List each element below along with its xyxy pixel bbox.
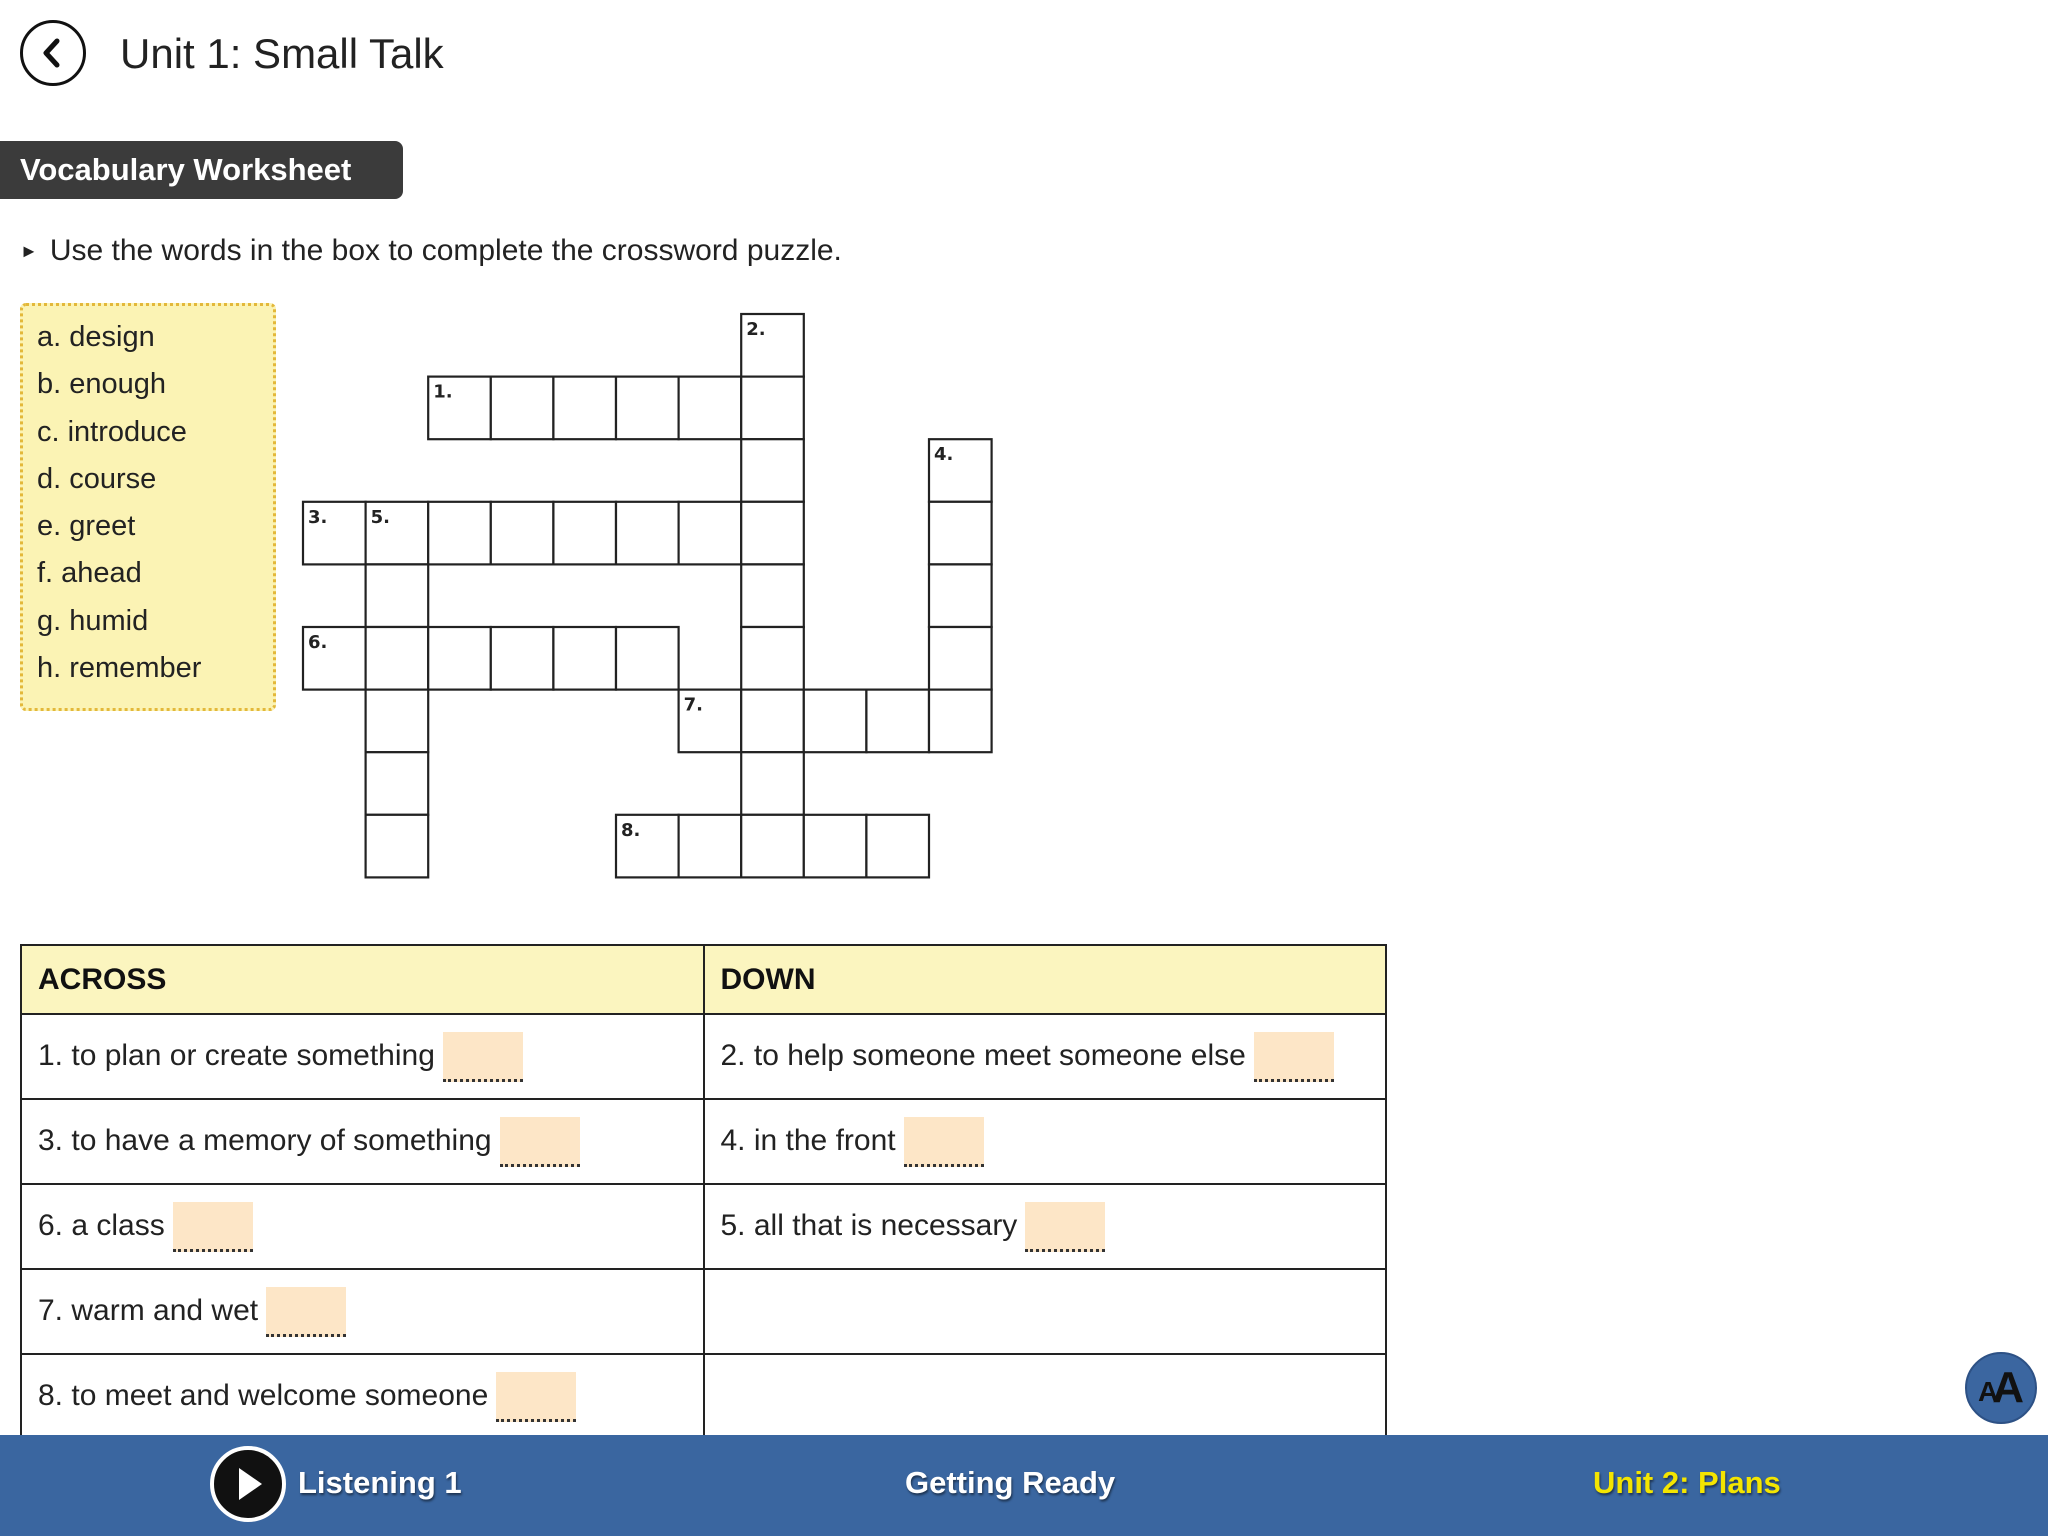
worksheet-tag: Vocabulary Worksheet bbox=[0, 141, 403, 199]
crossword-cell[interactable] bbox=[553, 377, 616, 440]
crossword-cell[interactable] bbox=[366, 690, 429, 753]
across-clue-cell bbox=[21, 1184, 704, 1269]
crossword-cell[interactable] bbox=[741, 815, 804, 878]
crossword-cell[interactable] bbox=[616, 502, 679, 565]
clue-table bbox=[20, 944, 1387, 1440]
crossword-cell[interactable] bbox=[428, 502, 491, 565]
crossword-cell[interactable] bbox=[929, 502, 992, 565]
empty-cell bbox=[704, 1354, 1387, 1439]
crossword-cell[interactable] bbox=[741, 502, 804, 565]
crossword-cell[interactable] bbox=[679, 502, 742, 565]
crossword-cell[interactable] bbox=[679, 377, 742, 440]
answer-field[interactable] bbox=[1254, 1032, 1334, 1082]
crossword-cell[interactable] bbox=[616, 627, 679, 690]
crossword-grid bbox=[0, 0, 1000, 900]
crossword-number: 8. bbox=[621, 819, 641, 841]
crossword-cell[interactable] bbox=[804, 815, 867, 878]
crossword-number: 6. bbox=[308, 632, 328, 653]
crossword-cell[interactable] bbox=[366, 752, 429, 815]
instruction-text: Use the words in the box to complete the crossword puzzle. bbox=[49, 234, 842, 267]
table-row bbox=[21, 1184, 1386, 1269]
crossword-number: 1. bbox=[433, 381, 453, 403]
across-clue: 8. to meet and welcome someone bbox=[38, 1378, 489, 1412]
across-clue: 6. a class bbox=[38, 1208, 165, 1242]
nav-getting-ready[interactable]: Getting Ready bbox=[905, 1465, 1116, 1500]
crossword-cell[interactable] bbox=[741, 564, 804, 627]
crossword-cell[interactable] bbox=[428, 627, 491, 690]
answer-field[interactable] bbox=[496, 1372, 576, 1422]
font-small-letter: A bbox=[1977, 1376, 1999, 1407]
crossword-cell[interactable] bbox=[366, 815, 429, 878]
answer-field[interactable] bbox=[500, 1117, 580, 1167]
crossword-cell[interactable] bbox=[741, 690, 804, 753]
across-clue: 1. to plan or create something bbox=[38, 1038, 435, 1072]
crossword-cell[interactable] bbox=[491, 377, 554, 440]
empty-cell bbox=[704, 1269, 1387, 1354]
crossword-cell[interactable] bbox=[741, 752, 804, 815]
crossword-cell[interactable] bbox=[553, 502, 616, 565]
table-row bbox=[21, 1269, 1386, 1354]
across-clue-cell bbox=[21, 1354, 704, 1439]
page-title: Unit 1: Small Talk bbox=[120, 30, 444, 77]
across-clue-cell bbox=[21, 1269, 704, 1354]
nav-next-unit[interactable]: Unit 2: Plans bbox=[1593, 1465, 1781, 1500]
crossword-number: 3. bbox=[308, 506, 328, 528]
play-button[interactable] bbox=[210, 1446, 286, 1522]
crossword-cell[interactable] bbox=[679, 815, 742, 878]
table-row bbox=[21, 1354, 1386, 1439]
down-clue: 5. all that is necessary bbox=[720, 1208, 1018, 1242]
word-item: h. remember bbox=[37, 652, 202, 685]
table-row bbox=[21, 1014, 1386, 1099]
word-item: b. enough bbox=[37, 368, 167, 401]
crossword-cell[interactable] bbox=[491, 627, 554, 690]
down-clue-cell bbox=[704, 1184, 1387, 1269]
word-item: e. greet bbox=[37, 510, 136, 543]
crossword-cell[interactable] bbox=[366, 627, 429, 690]
word-item: d. course bbox=[37, 462, 157, 495]
crossword-cell[interactable] bbox=[929, 690, 992, 753]
answer-field[interactable] bbox=[1025, 1202, 1105, 1252]
crossword-number: 5. bbox=[370, 506, 390, 528]
down-header: DOWN bbox=[704, 945, 1387, 1014]
crossword-cell[interactable] bbox=[616, 377, 679, 440]
across-clue-cell bbox=[21, 1099, 704, 1184]
down-clue-cell bbox=[704, 1099, 1387, 1184]
crossword-cell[interactable] bbox=[741, 439, 804, 502]
word-item: a. design bbox=[37, 321, 155, 353]
crossword-cell[interactable] bbox=[866, 690, 929, 753]
word-item: c. introduce bbox=[37, 415, 187, 448]
down-clue-cell bbox=[704, 1014, 1387, 1099]
crossword-cell[interactable] bbox=[929, 627, 992, 690]
nav-prev-listening[interactable]: Listening 1 bbox=[298, 1465, 462, 1500]
play-icon bbox=[231, 1465, 265, 1503]
font-large-letter: A bbox=[1992, 1363, 2024, 1412]
crossword-number: 2. bbox=[746, 319, 766, 340]
down-clue: 2. to help someone meet someone else bbox=[720, 1038, 1246, 1072]
crossword-cell[interactable] bbox=[741, 377, 804, 440]
bullet-triangle-icon: ► bbox=[20, 241, 38, 261]
crossword-cell[interactable] bbox=[553, 627, 616, 690]
font-size-button[interactable] bbox=[1965, 1352, 2037, 1424]
clue-table-header bbox=[21, 945, 1386, 1014]
across-clue: 3. to have a memory of something bbox=[38, 1123, 492, 1157]
crossword-cell[interactable] bbox=[491, 502, 554, 565]
crossword-number: 7. bbox=[683, 694, 703, 716]
bottom-nav-bar bbox=[0, 1435, 2048, 1536]
across-clue-cell bbox=[21, 1014, 704, 1099]
crossword-cell[interactable] bbox=[366, 564, 429, 627]
answer-field[interactable] bbox=[443, 1032, 523, 1082]
crossword-cell[interactable] bbox=[804, 690, 867, 753]
word-item: f. ahead bbox=[37, 557, 142, 590]
answer-field[interactable] bbox=[266, 1287, 346, 1337]
table-row bbox=[21, 1099, 1386, 1184]
down-clue: 4. in the front bbox=[720, 1123, 896, 1157]
across-header: ACROSS bbox=[21, 945, 704, 1014]
crossword-cell[interactable] bbox=[741, 627, 804, 690]
answer-field[interactable] bbox=[173, 1202, 253, 1252]
crossword-cell[interactable] bbox=[929, 564, 992, 627]
answer-field[interactable] bbox=[904, 1117, 984, 1167]
crossword-number: 4. bbox=[934, 444, 954, 466]
across-clue: 7. warm and wet bbox=[38, 1293, 259, 1327]
crossword-cell[interactable] bbox=[866, 815, 929, 878]
word-item: g. humid bbox=[37, 604, 149, 637]
